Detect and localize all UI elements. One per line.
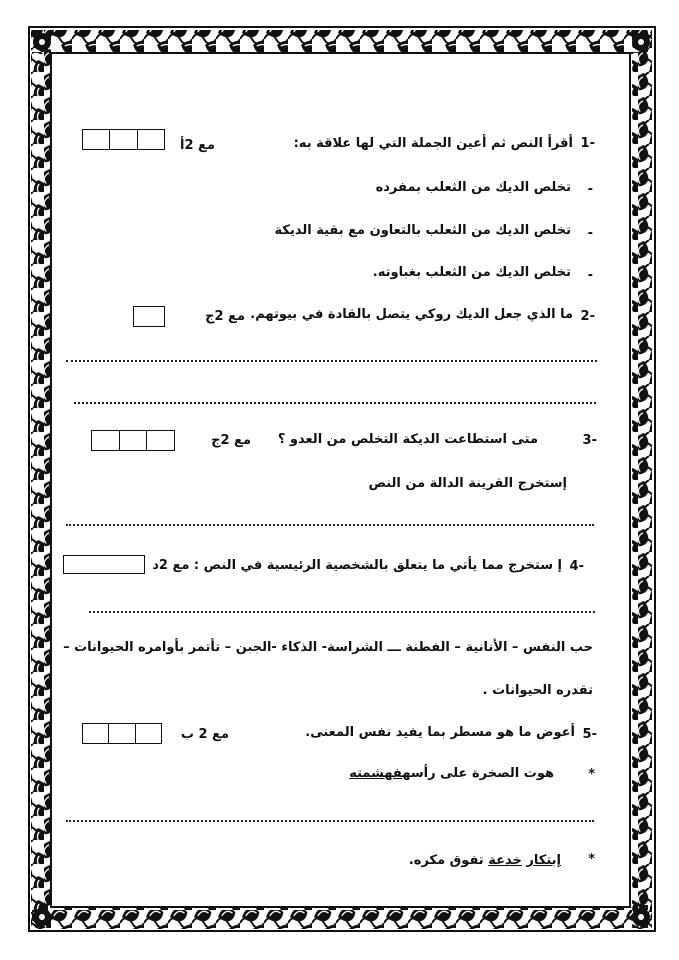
- q1-number: 1-: [580, 136, 595, 151]
- q2-answer-box[interactable]: [133, 306, 165, 327]
- q5-mark: مع 2 ب: [180, 727, 229, 742]
- q5-s2-underlined-b: خدعة: [488, 853, 522, 868]
- q3-text: متى استطاعت الديكة التخلص من العدو ؟: [277, 432, 538, 447]
- q5-text: أعوض ما هو مسطر بما يفيد نفس المعنى.: [305, 725, 575, 740]
- q5-sentence-1: [349, 766, 554, 781]
- q4-number: 4-: [569, 559, 584, 574]
- q4-list-line-1: حب النفس – الأنانية – الفطنة ـــ الشراسة- الذكاء -الجبن – تأتمر بأوامره الحيوانات –: [63, 640, 593, 655]
- q1-mark: مع 2أ: [180, 138, 215, 153]
- q5-answer-line[interactable]: [66, 820, 594, 822]
- q2-answer-line-1[interactable]: [66, 360, 597, 362]
- q2-mark: مع 2ج: [205, 309, 245, 324]
- q4-text: إ ستخرج مما يأتي ما يتعلق بالشخصية الرئيسية في النص : مع 2د: [152, 558, 562, 573]
- q3-mark: مع 2ج: [211, 433, 251, 448]
- q5-sentence-2: [409, 853, 561, 868]
- q3-answer-boxes[interactable]: [91, 430, 175, 451]
- q5-s2-underlined-a: إبتكار: [526, 853, 561, 868]
- q5-s1-text: هوت الصخرة على رأسه: [402, 766, 554, 781]
- q4-answer-box[interactable]: [63, 555, 145, 574]
- q1-option-3: تخلص الديك من الثعلب بغباوته.: [372, 265, 571, 280]
- q3-number: 3-: [582, 433, 597, 448]
- q4-list-line-2: تقدره الحيوانات .: [482, 683, 593, 698]
- q3-answer-line[interactable]: [66, 524, 594, 526]
- q5-s2-text: تفوق مكره.: [408, 853, 484, 868]
- q2-answer-line-2[interactable]: [74, 402, 596, 404]
- q2-number: 2-: [580, 309, 595, 324]
- q5-bullet-2: *: [588, 852, 595, 867]
- q2-text: ما الذي جعل الديك روكي يتصل بالقادة في بيوتهم.: [250, 307, 573, 322]
- q1-option-dash-3: -: [587, 268, 593, 283]
- q5-answer-boxes[interactable]: [82, 723, 162, 744]
- q1-option-dash-2: -: [587, 226, 593, 241]
- q5-bullet-1: *: [588, 767, 595, 782]
- q1-option-1: تخلص الديك من الثعلب بمفرده: [375, 180, 571, 195]
- q1-answer-boxes[interactable]: [82, 129, 165, 150]
- q4-answer-line[interactable]: [89, 611, 595, 613]
- q5-s1-underlined: فهشمته: [349, 766, 403, 781]
- q5-number: 5-: [582, 727, 597, 742]
- q1-text: أقرأ النص ثم أعين الجملة التي لها علاقة به:: [293, 136, 573, 151]
- q1-option-dash-1: -: [587, 182, 593, 197]
- q3-sub-question: إستخرج القرينة الدالة من النص: [368, 476, 567, 491]
- q1-option-2: تخلص الديك من الثعلب بالتعاون مع بقية الديكة: [274, 223, 571, 238]
